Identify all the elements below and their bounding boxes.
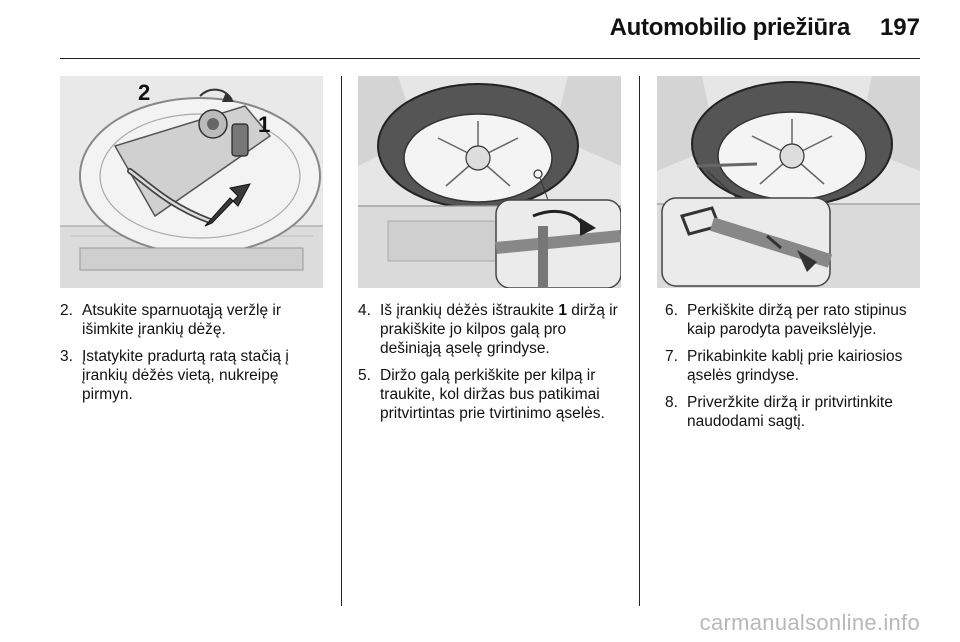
step-text: Priveržkite diržą ir pritvirtinkite naudodami sagtį.	[687, 394, 893, 430]
list-item	[665, 301, 927, 339]
step-text-pre: Iš įrankių dėžės ištraukite	[380, 302, 559, 319]
step-number: 2.	[60, 302, 73, 319]
step-number: 3.	[60, 348, 73, 365]
toolbox-illustration	[60, 76, 323, 288]
step-text: Perkiškite diržą per rato stipinus kaip parodyta paveikslėlyje.	[687, 302, 907, 338]
list-item	[665, 347, 927, 385]
column-divider	[639, 76, 640, 606]
figure-strap-loop	[358, 76, 621, 288]
figure-strap-hook	[657, 76, 920, 288]
header-rule	[60, 58, 920, 59]
step-text: Įstatykite pradurtą ratą stačią į įrankių dėžės vietą, nukreipę pirmyn.	[82, 348, 289, 403]
steps-list	[358, 301, 630, 431]
step-text: Diržo galą perkiškite per kilpą ir traukite, kol diržas bus patikimai pritvirtintas prie tvirtinimo ąselės.	[380, 367, 605, 422]
step-text: Prikabinkite kablį prie kairiosios ąselės grindyse.	[687, 348, 903, 384]
step-callout-ref: 1	[558, 302, 567, 319]
strap-hook-illustration	[657, 76, 920, 288]
list-item	[665, 393, 927, 431]
list-item	[358, 301, 630, 358]
callout-1: 1	[258, 112, 271, 137]
step-number: 6.	[665, 302, 678, 319]
section-title: Automobilio priežiūra	[609, 14, 850, 41]
column-divider	[341, 76, 342, 606]
list-item	[60, 347, 328, 404]
callout-2: 2	[138, 80, 151, 105]
list-item	[60, 301, 328, 339]
step-number: 8.	[665, 394, 678, 411]
steps-list	[60, 301, 328, 412]
step-number: 7.	[665, 348, 678, 365]
step-number: 5.	[358, 367, 371, 384]
list-item	[358, 366, 630, 423]
figure-toolbox	[60, 76, 323, 288]
step-text: Atsukite sparnuotąją veržlę ir išimkite įrankių dėžę.	[82, 302, 282, 338]
steps-list	[665, 301, 927, 439]
strap-loop-illustration	[358, 76, 621, 288]
step-number: 4.	[358, 302, 371, 319]
page-number: 197	[879, 14, 920, 41]
watermark-brand: carmanualsonline.info	[699, 610, 920, 635]
step-text-post: diržą ir prakiškite jo kilpos galą pro dešiniąją ąselę grindyse.	[380, 302, 618, 357]
